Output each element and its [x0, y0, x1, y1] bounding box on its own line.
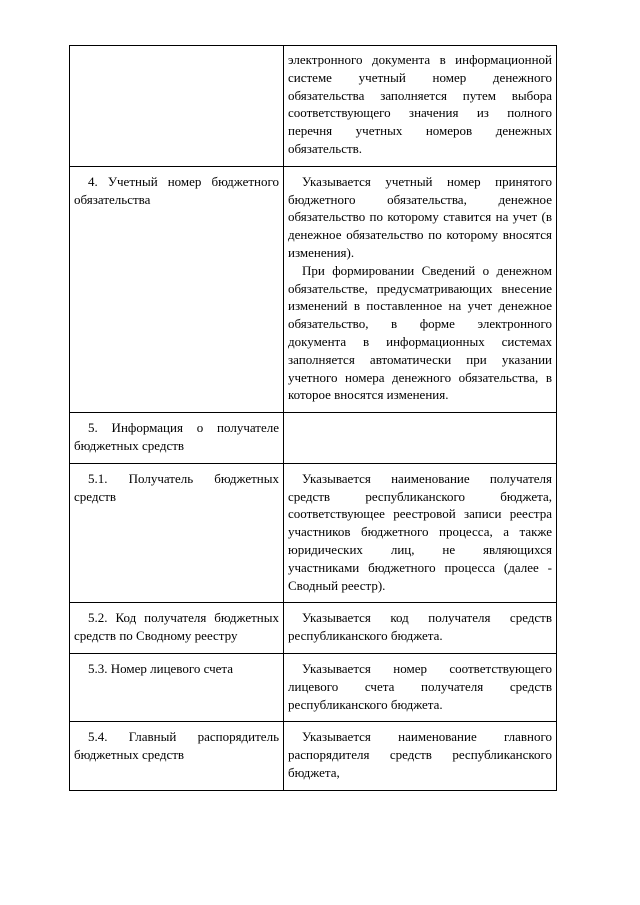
row-label: 5.4. Главный распорядитель бюджетных средств [74, 729, 279, 763]
row-description-cell [284, 722, 557, 790]
row-description-cell [284, 463, 557, 603]
row-label-cell [70, 653, 284, 721]
table-row [70, 413, 557, 464]
table-row [70, 46, 557, 167]
description-paragraph: электронного документа в информационной системе учетный номер денежного обязательства заполняется путем выбора соответствующего значения из полного перечня учетных номеров денежных обязательств. [288, 52, 552, 156]
table-row [70, 653, 557, 721]
row-label-cell [70, 722, 284, 790]
table-row [70, 166, 557, 412]
description-paragraph: Указывается наименование главного распорядителя средств республиканского бюджета, [288, 729, 552, 780]
table-row [70, 463, 557, 603]
row-description-cell [284, 46, 557, 167]
description-paragraph: Указывается учетный номер принятого бюджетного обязательства, денежное обязательство по которому ставится на учет (в денежное обязательство по которому вносятся изменения). [288, 173, 552, 260]
row-description-cell [284, 603, 557, 654]
row-label-cell [70, 166, 284, 412]
row-description-cell [284, 653, 557, 721]
description-paragraph: При формировании Сведений о денежном обязательстве, предусматривающих внесение изменений в поставленное на учет денежное обязательство, в форме электронного документа в информационных системах заполняется автоматически при указании учетного номера денежного обязательства, в которое вносятся изменения. [288, 262, 552, 403]
row-label: 5. Информация о получателе бюджетных средств [74, 420, 279, 453]
row-description-cell [284, 413, 557, 464]
table-row [70, 722, 557, 790]
row-label: 5.1. Получатель бюджетных средств [74, 470, 279, 504]
description-paragraph: Указывается код получателя средств республиканского бюджета. [288, 610, 552, 644]
row-label-cell [70, 46, 284, 167]
row-label-cell [70, 463, 284, 603]
row-label: 5.2. Код получателя бюджетных средств по Сводному реестру [74, 610, 279, 644]
row-label: 4. Учетный номер бюджетного обязательства [74, 173, 279, 207]
document-table [69, 45, 557, 791]
row-label-cell [70, 603, 284, 654]
description-paragraph: Указывается номер соответствующего лицевого счета получателя средств республиканского бюджета. [288, 660, 552, 712]
row-description-cell [284, 166, 557, 412]
description-paragraph: Указывается наименование получателя средств республиканского бюджета, соответствующее реестровой записи реестра участников бюджетного процесса, а также юридических лиц, не являющихся участниками бюджетного процесса (далее - Сводный реестр). [288, 470, 552, 593]
table-row [70, 603, 557, 654]
row-label: 5.3. Номер лицевого счета [88, 660, 234, 676]
row-label-cell [70, 413, 284, 464]
